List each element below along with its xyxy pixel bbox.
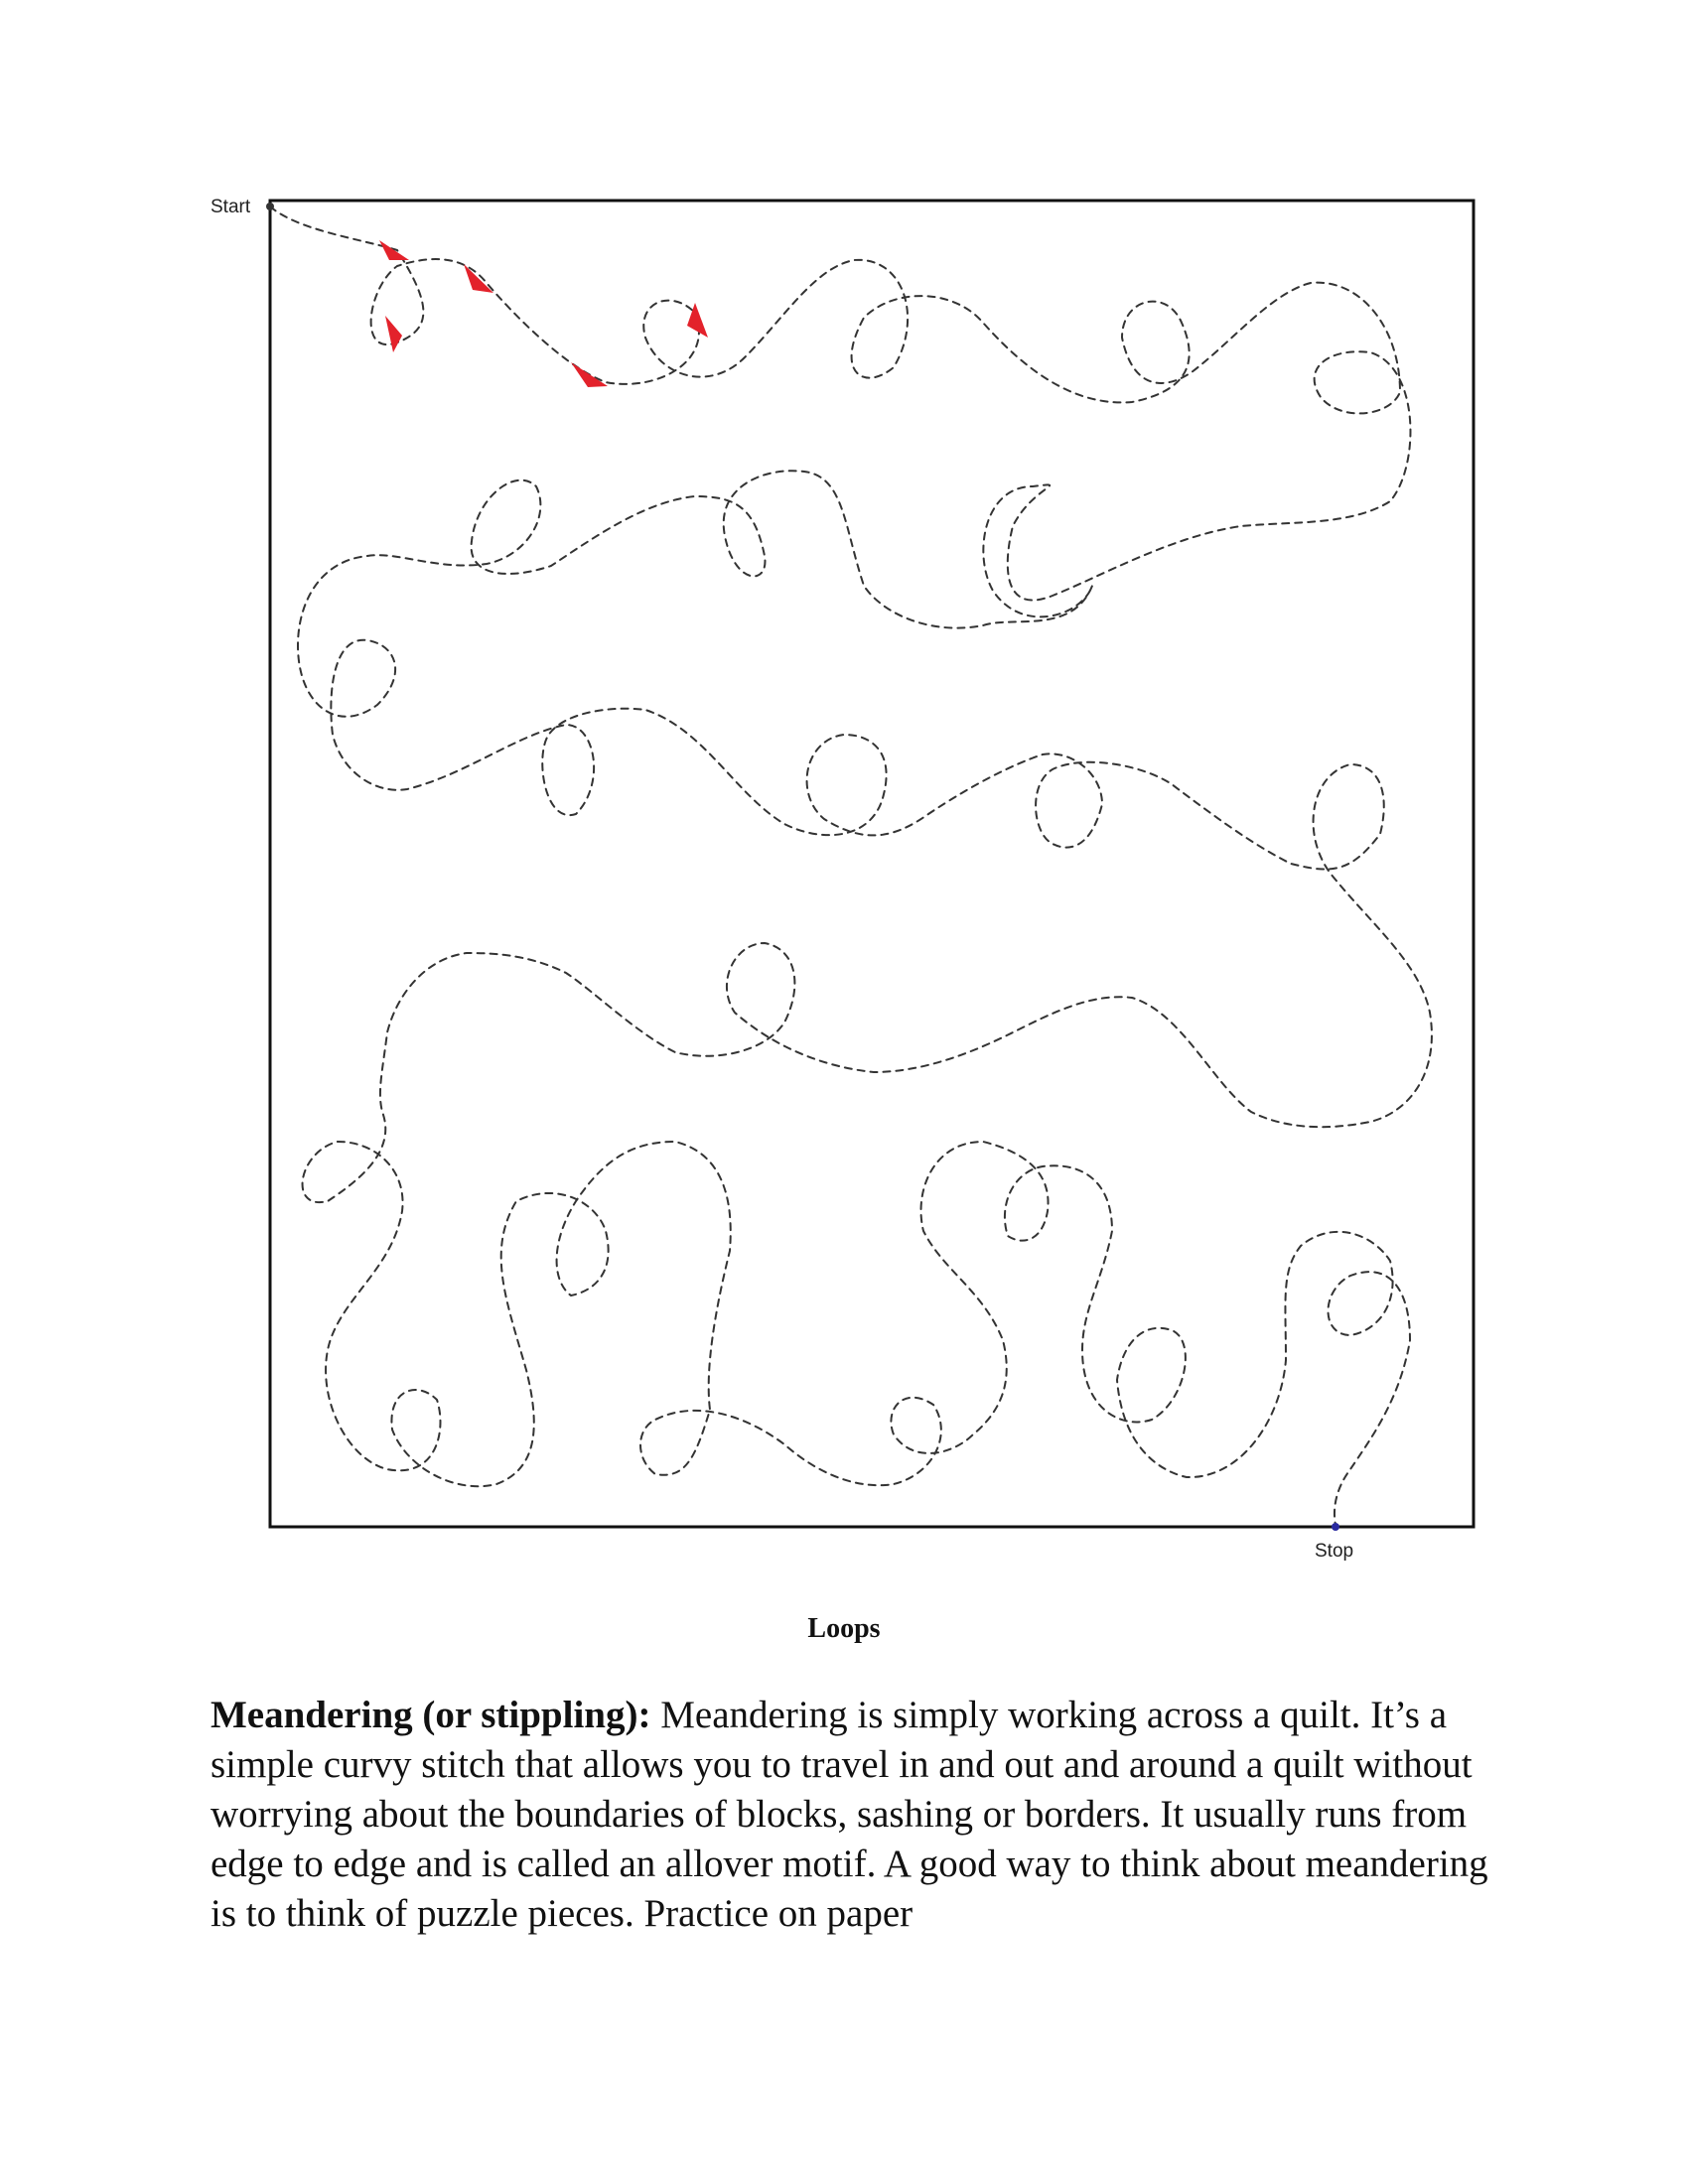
loop-stitch-path xyxy=(270,206,1432,1525)
direction-arrow-icon xyxy=(464,264,493,293)
stop-label: Stop xyxy=(1315,1541,1354,1562)
direction-arrow-icon xyxy=(379,240,409,260)
start-dot xyxy=(266,203,274,210)
paragraph-lead: Meandering (or stippling): xyxy=(211,1694,651,1736)
start-label: Start xyxy=(211,197,251,217)
paragraph-text: Meandering is simply working across a quilt. It’s a simple curvy stitch that allows you to travel in and out and around a quilt without worrying about the boundaries of blocks, sashing or borders. It usually runs from edge to edge and is called an allover motif. A good way to think about meandering is to think of puzzle pieces. Practice on paper xyxy=(211,1694,1488,1935)
stop-dot xyxy=(1332,1523,1339,1531)
body-paragraph xyxy=(211,1691,1491,1939)
direction-arrow-icon xyxy=(571,362,608,387)
figure-caption: Loops xyxy=(807,1613,881,1644)
direction-arrow-icon xyxy=(385,316,402,352)
quilt-frame xyxy=(270,201,1474,1527)
